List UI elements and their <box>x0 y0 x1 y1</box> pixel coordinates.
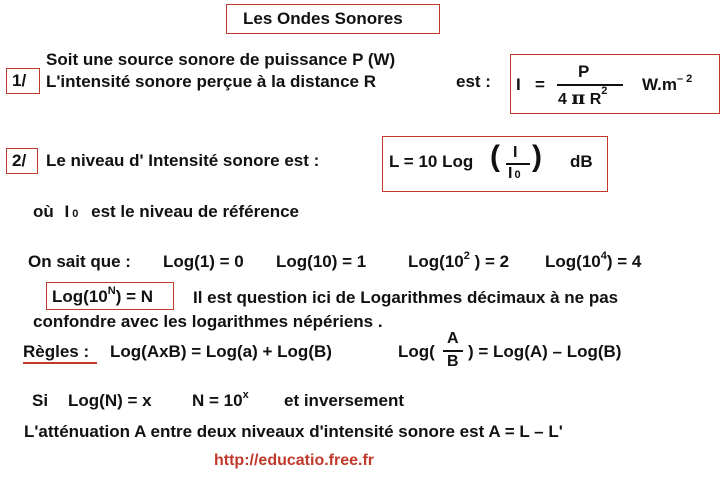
level-unit: dB <box>570 152 593 171</box>
formula-fraction-bar <box>557 84 623 86</box>
paren-open: ( <box>490 140 500 173</box>
formula-unit <box>642 75 692 95</box>
si-N <box>192 391 249 411</box>
level-numerator: I <box>513 144 518 161</box>
log-100-a: Log(10 <box>408 252 464 271</box>
unit-exponent: – 2 <box>676 73 693 85</box>
logN-exp: N <box>107 285 116 297</box>
section2-text: Le niveau d' Intensité sonore est : <box>46 151 320 170</box>
section1-line1: Soit une source sonore de puissance P (W) <box>46 50 396 69</box>
si-word: Si <box>32 391 49 410</box>
si-logN: Log(N) = x <box>68 391 152 410</box>
section2-number: 2/ <box>12 151 27 170</box>
page-title: Les Ondes Sonores <box>243 9 403 28</box>
section1-line2: L'intensité sonore perçue à la distance R <box>46 72 376 91</box>
rule-quotient-bar <box>443 350 463 352</box>
unit-text: W.m <box>642 75 677 94</box>
level-den-I: I <box>508 165 513 182</box>
logN-b: ) = N <box>115 287 153 306</box>
rule-product: Log(AxB) = Log(a) + Log(B) <box>110 342 332 361</box>
log-10000-a: Log(10 <box>545 252 601 271</box>
formula-den-4: 4 <box>558 91 567 108</box>
rule-quotient-den: B <box>447 353 459 370</box>
log-100 <box>408 252 509 272</box>
formula-numerator: P <box>578 62 590 81</box>
ref-sub: 0 <box>72 208 79 220</box>
ref-I: I <box>64 202 70 221</box>
si-N-a: N = 10 <box>192 391 243 410</box>
attenuation-line: L'atténuation A entre deux niveaux d'intensité sonore est A = L – L' <box>24 422 563 441</box>
formula-den-exponent: 2 <box>601 85 608 97</box>
level-formula-lhs: L = 10 Log <box>389 152 474 171</box>
section1-est: est : <box>456 72 491 91</box>
log-10000-exp: 4 <box>600 250 607 262</box>
si-N-exp: x <box>242 389 249 401</box>
formula-den-R: R <box>589 91 602 108</box>
level-denominator <box>508 165 521 183</box>
rules-label: Règles : <box>23 342 90 361</box>
logN-a: Log(10 <box>52 287 108 306</box>
ref-ou: où <box>33 202 54 221</box>
formula-I: I <box>516 75 521 94</box>
si-inversement: et inversement <box>284 391 404 410</box>
level-den-sub: 0 <box>514 169 521 181</box>
paren-close: ) <box>532 140 542 173</box>
log-10000 <box>545 252 641 272</box>
source-url[interactable]: http://educatio.free.fr <box>214 452 375 469</box>
log-100-exp: 2 <box>463 250 470 262</box>
pi-symbol: π <box>571 87 586 109</box>
note-line2: confondre avec les logarithmes népériens . <box>33 312 383 331</box>
formula-denominator <box>558 87 607 109</box>
reference-line <box>33 202 299 222</box>
rule-quotient-a: Log( <box>398 342 435 361</box>
log-10: Log(10) = 1 <box>276 252 367 271</box>
logN <box>52 287 153 307</box>
log-100-b: ) = 2 <box>469 252 510 271</box>
log-1: Log(1) = 0 <box>163 252 244 271</box>
log-10000-b: ) = 4 <box>606 252 642 271</box>
section1-number: 1/ <box>12 71 27 90</box>
rule-quotient-b: ) = Log(A) – Log(B) <box>468 342 622 361</box>
note-line1: Il est question ici de Logarithmes décimaux à ne pas <box>193 288 619 307</box>
formula-equals: = <box>535 75 545 94</box>
log-prefix: On sait que : <box>28 252 131 271</box>
rule-quotient-num: A <box>447 330 459 347</box>
ref-text: est le niveau de référence <box>91 202 299 221</box>
rules-label-underline <box>23 362 97 364</box>
